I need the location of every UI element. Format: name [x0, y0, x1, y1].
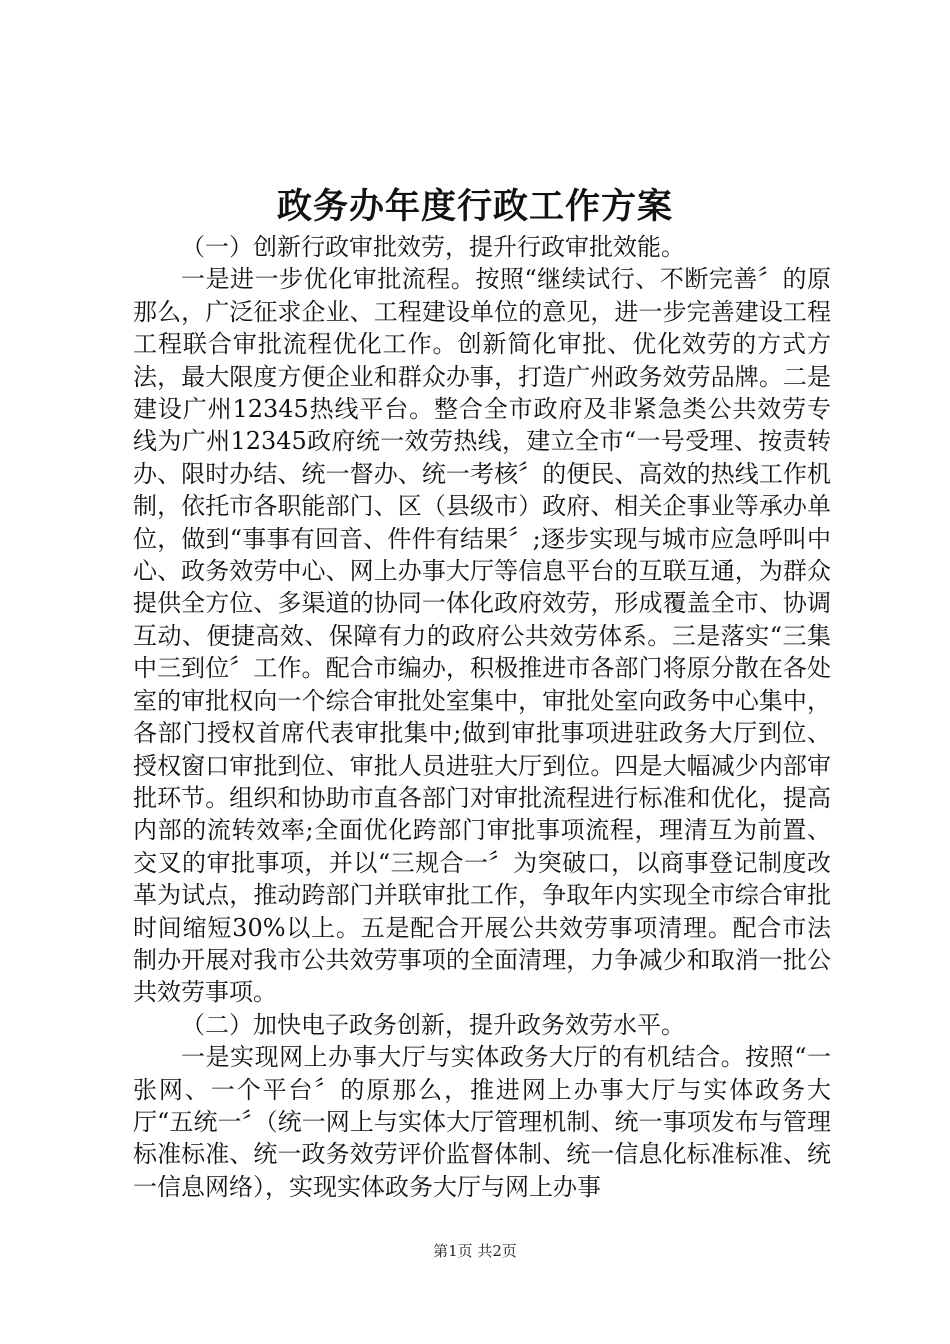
section-heading-1: （一）创新行政审批效劳，提升行政审批效能。 [181, 233, 685, 261]
section-paragraph-1: 一是进一步优化审批流程。按照“继续试行、不断完善〞的原那么，广泛征求企业、工程建设单位的意见，进一步完善建设工程工程联合审批流程优化工作。创新简化审批、优化效劳的方式方法，最大限度方便企业和群众办事，打造广州政务效劳品牌。二是建设广州12345热线平台。整合全市政府及非紧急类公共效劳专线为广州12345政府统一效劳热线，建立全市“一号受理、按责转办、限时办结、统一督办、统一考核〞的便民、高效的热线工作机制，依托市各职能部门、区（县级市）政府、相关企事业等承办单位，做到“事事有回音、件件有结果〞;逐步实现与城市应急呼叫中心、政务效劳中心、网上办事大厅等信息平台的互联互通，为群众提供全方位、多渠道的协同一体化政府效劳，形成覆盖全市、协调互动、便捷高效、保障有力的政府公共效劳体系。三是落实“三集中三到位〞工作。配合市编办，积极推进市各部门将原分散在各处室的审批权向一个综合审批处室集中，审批处室向政务中心集中，各部门授权首席代表审批集中;做到审批事项进驻政务大厅到位、授权窗口审批到位、审批人员进驻大厅到位。四是大幅减少内部审批环节。组织和协助市直各部门对审批流程进行标准和优化，提高内部的流转效率;全面优化跨部门审批事项流程，理清互为前置、交叉的审批事项，并以“三规合一〞为突破口，以商事登记制度改革为试点，推动跨部门并联审批工作，争取年内实现全市综合审批时间缩短30%以上。五是配合开展公共效劳事项清理。配合市法制办开展对我市公共效劳事项的全面清理，力争减少和取消一批公共效劳事项。 [133, 265, 831, 1007]
section-heading-2: （二）加快电子政务创新，提升政务效劳水平。 [181, 1010, 685, 1039]
section-paragraph-2: 一是实现网上办事大厅与实体政务大厅的有机结合。按照“一张网、一个平台〞的原那么，推进网上办事大厅与实体政务大厅“五统一〞（统一网上与实体大厅管理机制、统一事项发布与管理标准标准、统一政务效劳评价监督体制、统一信息化标准标准、统一信息网络），实现实体政务大厅与网上办事 [133, 1043, 831, 1201]
document-body [133, 231, 831, 1203]
page-footer: 第1页 共2页 [433, 1242, 517, 1260]
document-title: 政务办年度行政工作方案 [276, 186, 673, 227]
